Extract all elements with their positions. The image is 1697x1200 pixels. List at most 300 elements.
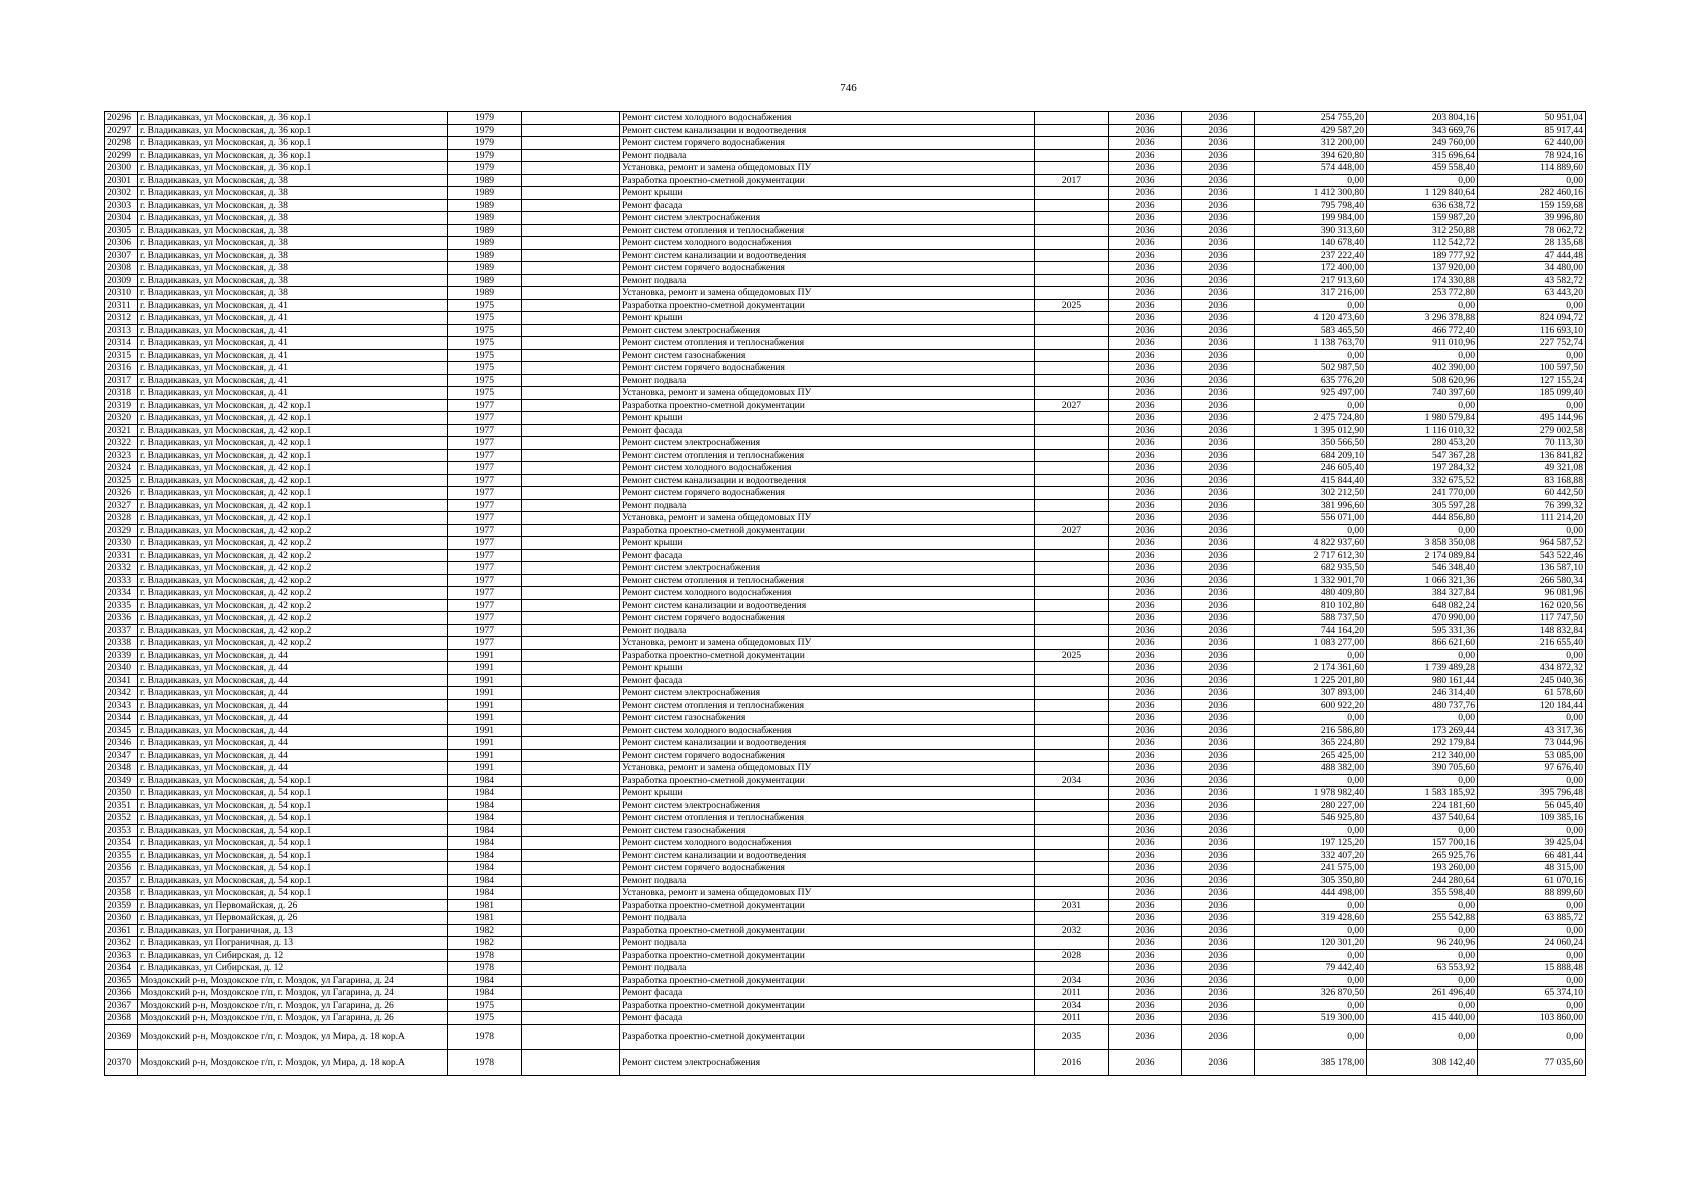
empty-cell — [522, 1024, 620, 1050]
address-cell: г. Владикавказ, ул Московская, д. 42 кор.1 — [138, 437, 448, 450]
table-row — [105, 612, 1586, 625]
start-year-cell: 2036 — [1109, 587, 1182, 600]
owner-cost-cell: 148 832,84 — [1478, 624, 1586, 637]
empty-cell — [522, 687, 620, 700]
empty-cell — [522, 549, 620, 562]
address-cell: Моздокский р-н, Моздокское г/п, г. Моздок, ул Гагарина, д. 24 — [138, 974, 448, 987]
build-year-cell: 1991 — [448, 699, 522, 712]
row-number-cell: 20323 — [105, 449, 138, 462]
work-type-cell: Ремонт крыши — [620, 662, 1035, 675]
build-year-cell: 1989 — [448, 274, 522, 287]
fund-cost-cell: 1 116 010,32 — [1367, 424, 1478, 437]
build-year-cell: 1977 — [448, 424, 522, 437]
total-cost-cell: 546 925,80 — [1255, 812, 1367, 825]
design-year-cell — [1035, 362, 1109, 375]
owner-cost-cell: 60 442,50 — [1478, 487, 1586, 500]
build-year-cell: 1982 — [448, 937, 522, 950]
design-year-cell — [1035, 787, 1109, 800]
empty-cell — [522, 537, 620, 550]
total-cost-cell: 600 922,20 — [1255, 699, 1367, 712]
end-year-cell: 2036 — [1182, 362, 1255, 375]
design-year-cell — [1035, 699, 1109, 712]
work-type-cell: Ремонт систем горячего водоснабжения — [620, 487, 1035, 500]
design-year-cell: 2031 — [1035, 899, 1109, 912]
address-cell: г. Владикавказ, ул Московская, д. 44 — [138, 712, 448, 725]
address-cell: г. Владикавказ, ул Московская, д. 54 кор.1 — [138, 837, 448, 850]
table-row — [105, 424, 1586, 437]
start-year-cell: 2036 — [1109, 362, 1182, 375]
owner-cost-cell: 117 747,50 — [1478, 612, 1586, 625]
address-cell: г. Владикавказ, ул Московская, д. 54 кор.1 — [138, 812, 448, 825]
address-cell: г. Владикавказ, ул Московская, д. 44 — [138, 737, 448, 750]
design-year-cell: 2034 — [1035, 974, 1109, 987]
design-year-cell — [1035, 249, 1109, 262]
start-year-cell: 2036 — [1109, 799, 1182, 812]
work-type-cell: Ремонт систем электроснабжения — [620, 799, 1035, 812]
fund-cost-cell: 157 700,16 — [1367, 837, 1478, 850]
address-cell: г. Владикавказ, ул Московская, д. 41 — [138, 299, 448, 312]
row-number-cell: 20318 — [105, 387, 138, 400]
work-type-cell: Ремонт систем холодного водоснабжения — [620, 724, 1035, 737]
start-year-cell: 2036 — [1109, 462, 1182, 475]
design-year-cell — [1035, 874, 1109, 887]
fund-cost-cell: 1 066 321,36 — [1367, 574, 1478, 587]
end-year-cell: 2036 — [1182, 924, 1255, 937]
fund-cost-cell: 312 250,88 — [1367, 224, 1478, 237]
fund-cost-cell: 459 558,40 — [1367, 162, 1478, 175]
total-cost-cell: 0,00 — [1255, 712, 1367, 725]
work-type-cell: Ремонт систем канализации и водоотведения — [620, 124, 1035, 137]
table-row — [105, 962, 1586, 975]
fund-cost-cell: 241 770,00 — [1367, 487, 1478, 500]
row-number-cell: 20307 — [105, 249, 138, 262]
owner-cost-cell: 66 481,44 — [1478, 849, 1586, 862]
build-year-cell: 1977 — [448, 637, 522, 650]
table-row — [105, 937, 1586, 950]
total-cost-cell: 1 395 012,90 — [1255, 424, 1367, 437]
row-number-cell: 20316 — [105, 362, 138, 375]
empty-cell — [522, 362, 620, 375]
start-year-cell: 2036 — [1109, 387, 1182, 400]
start-year-cell: 2036 — [1109, 824, 1182, 837]
end-year-cell: 2036 — [1182, 949, 1255, 962]
end-year-cell: 2036 — [1182, 212, 1255, 225]
total-cost-cell: 332 407,20 — [1255, 849, 1367, 862]
design-year-cell: 2016 — [1035, 1050, 1109, 1076]
owner-cost-cell: 34 480,00 — [1478, 262, 1586, 275]
start-year-cell: 2036 — [1109, 674, 1182, 687]
start-year-cell: 2036 — [1109, 249, 1182, 262]
owner-cost-cell: 0,00 — [1478, 949, 1586, 962]
row-number-cell: 20330 — [105, 537, 138, 550]
empty-cell — [522, 374, 620, 387]
fund-cost-cell: 197 284,32 — [1367, 462, 1478, 475]
build-year-cell: 1982 — [448, 924, 522, 937]
fund-cost-cell: 980 161,44 — [1367, 674, 1478, 687]
work-type-cell: Ремонт систем электроснабжения — [620, 687, 1035, 700]
fund-cost-cell: 0,00 — [1367, 174, 1478, 187]
work-type-cell: Установка, ремонт и замена общедомовых ПУ — [620, 387, 1035, 400]
row-number-cell: 20312 — [105, 312, 138, 325]
empty-cell — [522, 987, 620, 1000]
fund-cost-cell: 0,00 — [1367, 974, 1478, 987]
fund-cost-cell: 137 920,00 — [1367, 262, 1478, 275]
start-year-cell: 2036 — [1109, 412, 1182, 425]
design-year-cell — [1035, 574, 1109, 587]
table-row — [105, 137, 1586, 150]
work-type-cell: Разработка проектно-сметной документации — [620, 399, 1035, 412]
row-number-cell: 20315 — [105, 349, 138, 362]
table-row — [105, 187, 1586, 200]
end-year-cell: 2036 — [1182, 499, 1255, 512]
row-number-cell: 20355 — [105, 849, 138, 862]
total-cost-cell: 394 620,80 — [1255, 149, 1367, 162]
address-cell: г. Владикавказ, ул Московская, д. 44 — [138, 724, 448, 737]
empty-cell — [522, 949, 620, 962]
empty-cell — [522, 674, 620, 687]
work-type-cell: Установка, ремонт и замена общедомовых ПУ — [620, 287, 1035, 300]
empty-cell — [522, 299, 620, 312]
fund-cost-cell: 255 542,88 — [1367, 912, 1478, 925]
table-row — [105, 249, 1586, 262]
owner-cost-cell: 73 044,96 — [1478, 737, 1586, 750]
empty-cell — [522, 862, 620, 875]
table-row — [105, 862, 1586, 875]
build-year-cell: 1977 — [448, 562, 522, 575]
total-cost-cell: 216 586,80 — [1255, 724, 1367, 737]
design-year-cell: 2034 — [1035, 774, 1109, 787]
fund-cost-cell: 244 280,64 — [1367, 874, 1478, 887]
end-year-cell: 2036 — [1182, 837, 1255, 850]
build-year-cell: 1991 — [448, 724, 522, 737]
work-type-cell: Ремонт крыши — [620, 412, 1035, 425]
total-cost-cell: 365 224,80 — [1255, 737, 1367, 750]
build-year-cell: 1978 — [448, 1024, 522, 1050]
work-type-cell: Ремонт систем канализации и водоотведения — [620, 474, 1035, 487]
build-year-cell: 1991 — [448, 649, 522, 662]
owner-cost-cell: 78 062,72 — [1478, 224, 1586, 237]
total-cost-cell: 319 428,60 — [1255, 912, 1367, 925]
table-row — [105, 287, 1586, 300]
table-row — [105, 537, 1586, 550]
address-cell: г. Владикавказ, ул Пограничная, д. 13 — [138, 937, 448, 950]
work-type-cell: Ремонт систем холодного водоснабжения — [620, 462, 1035, 475]
address-cell: г. Владикавказ, ул Московская, д. 54 кор.1 — [138, 849, 448, 862]
table-row — [105, 399, 1586, 412]
empty-cell — [522, 212, 620, 225]
end-year-cell: 2036 — [1182, 662, 1255, 675]
row-number-cell: 20305 — [105, 224, 138, 237]
owner-cost-cell: 109 385,16 — [1478, 812, 1586, 825]
work-type-cell: Ремонт систем горячего водоснабжения — [620, 749, 1035, 762]
start-year-cell: 2036 — [1109, 574, 1182, 587]
table-row — [105, 499, 1586, 512]
design-year-cell — [1035, 499, 1109, 512]
row-number-cell: 20297 — [105, 124, 138, 137]
end-year-cell: 2036 — [1182, 974, 1255, 987]
owner-cost-cell: 127 155,24 — [1478, 374, 1586, 387]
fund-cost-cell: 249 760,00 — [1367, 137, 1478, 150]
empty-cell — [522, 1012, 620, 1025]
address-cell: г. Владикавказ, ул Московская, д. 38 — [138, 262, 448, 275]
owner-cost-cell: 216 655,40 — [1478, 637, 1586, 650]
table-row — [105, 762, 1586, 775]
design-year-cell — [1035, 624, 1109, 637]
work-type-cell: Ремонт систем электроснабжения — [620, 562, 1035, 575]
empty-cell — [522, 612, 620, 625]
owner-cost-cell: 77 035,60 — [1478, 1050, 1586, 1076]
design-year-cell — [1035, 549, 1109, 562]
end-year-cell: 2036 — [1182, 187, 1255, 200]
table-row — [105, 1024, 1586, 1050]
design-year-cell — [1035, 224, 1109, 237]
build-year-cell: 1984 — [448, 787, 522, 800]
row-number-cell: 20364 — [105, 962, 138, 975]
address-cell: г. Владикавказ, ул Московская, д. 36 кор.1 — [138, 137, 448, 150]
fund-cost-cell: 546 348,40 — [1367, 562, 1478, 575]
end-year-cell: 2036 — [1182, 687, 1255, 700]
table-row — [105, 924, 1586, 937]
design-year-cell — [1035, 687, 1109, 700]
owner-cost-cell: 56 045,40 — [1478, 799, 1586, 812]
row-number-cell: 20296 — [105, 112, 138, 125]
work-type-cell: Ремонт систем холодного водоснабжения — [620, 112, 1035, 125]
fund-cost-cell: 648 082,24 — [1367, 599, 1478, 612]
total-cost-cell: 795 798,40 — [1255, 199, 1367, 212]
row-number-cell: 20308 — [105, 262, 138, 275]
row-number-cell: 20333 — [105, 574, 138, 587]
row-number-cell: 20329 — [105, 524, 138, 537]
work-type-cell: Ремонт систем отопления и теплоснабжения — [620, 224, 1035, 237]
end-year-cell: 2036 — [1182, 774, 1255, 787]
row-number-cell: 20298 — [105, 137, 138, 150]
fund-cost-cell: 292 179,84 — [1367, 737, 1478, 750]
start-year-cell: 2036 — [1109, 524, 1182, 537]
fund-cost-cell: 193 260,00 — [1367, 862, 1478, 875]
start-year-cell: 2036 — [1109, 849, 1182, 862]
address-cell: г. Владикавказ, ул Московская, д. 44 — [138, 762, 448, 775]
owner-cost-cell: 0,00 — [1478, 524, 1586, 537]
build-year-cell: 1975 — [448, 299, 522, 312]
address-cell: г. Владикавказ, ул Московская, д. 42 кор.2 — [138, 599, 448, 612]
address-cell: г. Владикавказ, ул Московская, д. 42 кор.2 — [138, 637, 448, 650]
design-year-cell — [1035, 237, 1109, 250]
build-year-cell: 1975 — [448, 324, 522, 337]
row-number-cell: 20351 — [105, 799, 138, 812]
address-cell: г. Владикавказ, ул Московская, д. 41 — [138, 337, 448, 350]
table-row — [105, 574, 1586, 587]
table-row — [105, 362, 1586, 375]
address-cell: г. Владикавказ, ул Московская, д. 54 кор.1 — [138, 787, 448, 800]
end-year-cell: 2036 — [1182, 174, 1255, 187]
address-cell: г. Владикавказ, ул Московская, д. 38 — [138, 174, 448, 187]
fund-cost-cell: 402 390,00 — [1367, 362, 1478, 375]
design-year-cell — [1035, 824, 1109, 837]
fund-cost-cell: 384 327,84 — [1367, 587, 1478, 600]
start-year-cell: 2036 — [1109, 162, 1182, 175]
fund-cost-cell: 280 453,20 — [1367, 437, 1478, 450]
start-year-cell: 2036 — [1109, 262, 1182, 275]
address-cell: г. Владикавказ, ул Московская, д. 44 — [138, 649, 448, 662]
total-cost-cell: 0,00 — [1255, 774, 1367, 787]
build-year-cell: 1977 — [448, 487, 522, 500]
total-cost-cell: 0,00 — [1255, 999, 1367, 1012]
build-year-cell: 1977 — [448, 499, 522, 512]
address-cell: г. Владикавказ, ул Московская, д. 42 кор.2 — [138, 537, 448, 550]
work-type-cell: Установка, ремонт и замена общедомовых ПУ — [620, 887, 1035, 900]
owner-cost-cell: 266 580,34 — [1478, 574, 1586, 587]
owner-cost-cell: 97 676,40 — [1478, 762, 1586, 775]
table-row — [105, 124, 1586, 137]
row-number-cell: 20332 — [105, 562, 138, 575]
fund-cost-cell: 1 129 840,64 — [1367, 187, 1478, 200]
total-cost-cell: 0,00 — [1255, 974, 1367, 987]
start-year-cell: 2036 — [1109, 374, 1182, 387]
address-cell: г. Владикавказ, ул Московская, д. 42 кор.2 — [138, 524, 448, 537]
page-number: 746 — [840, 82, 857, 94]
owner-cost-cell: 0,00 — [1478, 924, 1586, 937]
design-year-cell — [1035, 349, 1109, 362]
build-year-cell: 1984 — [448, 974, 522, 987]
design-year-cell — [1035, 862, 1109, 875]
build-year-cell: 1984 — [448, 837, 522, 850]
row-number-cell: 20359 — [105, 899, 138, 912]
end-year-cell: 2036 — [1182, 549, 1255, 562]
total-cost-cell: 2 717 612,30 — [1255, 549, 1367, 562]
total-cost-cell: 519 300,00 — [1255, 1012, 1367, 1025]
empty-cell — [522, 474, 620, 487]
build-year-cell: 1977 — [448, 537, 522, 550]
work-type-cell: Разработка проектно-сметной документации — [620, 899, 1035, 912]
build-year-cell: 1977 — [448, 524, 522, 537]
empty-cell — [522, 412, 620, 425]
fund-cost-cell: 470 990,00 — [1367, 612, 1478, 625]
end-year-cell: 2036 — [1182, 149, 1255, 162]
work-type-cell: Ремонт систем газоснабжения — [620, 349, 1035, 362]
total-cost-cell: 415 844,40 — [1255, 474, 1367, 487]
fund-cost-cell: 547 367,28 — [1367, 449, 1478, 462]
address-cell: г. Владикавказ, ул Московская, д. 38 — [138, 274, 448, 287]
row-number-cell: 20369 — [105, 1024, 138, 1050]
work-type-cell: Ремонт подвала — [620, 624, 1035, 637]
empty-cell — [522, 324, 620, 337]
row-number-cell: 20339 — [105, 649, 138, 662]
end-year-cell: 2036 — [1182, 787, 1255, 800]
row-number-cell: 20311 — [105, 299, 138, 312]
work-type-cell: Ремонт систем горячего водоснабжения — [620, 362, 1035, 375]
work-type-cell: Установка, ремонт и замена общедомовых ПУ — [620, 512, 1035, 525]
table-row — [105, 849, 1586, 862]
address-cell: г. Владикавказ, ул Московская, д. 36 кор.1 — [138, 162, 448, 175]
empty-cell — [522, 249, 620, 262]
owner-cost-cell: 39 996,80 — [1478, 212, 1586, 225]
start-year-cell: 2036 — [1109, 612, 1182, 625]
table-row — [105, 899, 1586, 912]
total-cost-cell: 254 755,20 — [1255, 112, 1367, 125]
end-year-cell: 2036 — [1182, 312, 1255, 325]
design-year-cell — [1035, 274, 1109, 287]
work-type-cell: Ремонт фасада — [620, 424, 1035, 437]
table-row — [105, 512, 1586, 525]
row-number-cell: 20314 — [105, 337, 138, 350]
owner-cost-cell: 70 113,30 — [1478, 437, 1586, 450]
end-year-cell: 2036 — [1182, 387, 1255, 400]
total-cost-cell: 307 893,00 — [1255, 687, 1367, 700]
fund-cost-cell: 0,00 — [1367, 924, 1478, 937]
empty-cell — [522, 449, 620, 462]
owner-cost-cell: 88 899,60 — [1478, 887, 1586, 900]
owner-cost-cell: 116 693,10 — [1478, 324, 1586, 337]
empty-cell — [522, 499, 620, 512]
build-year-cell: 1989 — [448, 199, 522, 212]
total-cost-cell: 237 222,40 — [1255, 249, 1367, 262]
work-type-cell: Разработка проектно-сметной документации — [620, 524, 1035, 537]
total-cost-cell: 588 737,50 — [1255, 612, 1367, 625]
start-year-cell: 2036 — [1109, 899, 1182, 912]
end-year-cell: 2036 — [1182, 524, 1255, 537]
total-cost-cell: 583 465,50 — [1255, 324, 1367, 337]
build-year-cell: 1991 — [448, 737, 522, 750]
work-type-cell: Ремонт систем горячего водоснабжения — [620, 262, 1035, 275]
build-year-cell: 1975 — [448, 362, 522, 375]
total-cost-cell: 0,00 — [1255, 174, 1367, 187]
total-cost-cell: 79 442,40 — [1255, 962, 1367, 975]
empty-cell — [522, 562, 620, 575]
empty-cell — [522, 937, 620, 950]
owner-cost-cell: 63 885,72 — [1478, 912, 1586, 925]
design-year-cell — [1035, 149, 1109, 162]
row-number-cell: 20327 — [105, 499, 138, 512]
end-year-cell: 2036 — [1182, 374, 1255, 387]
total-cost-cell: 317 216,00 — [1255, 287, 1367, 300]
work-type-cell: Ремонт систем холодного водоснабжения — [620, 587, 1035, 600]
design-year-cell — [1035, 799, 1109, 812]
row-number-cell: 20357 — [105, 874, 138, 887]
owner-cost-cell: 0,00 — [1478, 999, 1586, 1012]
empty-cell — [522, 287, 620, 300]
work-type-cell: Ремонт систем горячего водоснабжения — [620, 137, 1035, 150]
start-year-cell: 2036 — [1109, 887, 1182, 900]
empty-cell — [522, 199, 620, 212]
start-year-cell: 2036 — [1109, 149, 1182, 162]
owner-cost-cell: 65 374,10 — [1478, 987, 1586, 1000]
row-number-cell: 20320 — [105, 412, 138, 425]
start-year-cell: 2036 — [1109, 174, 1182, 187]
design-year-cell — [1035, 474, 1109, 487]
address-cell: г. Владикавказ, ул Московская, д. 38 — [138, 249, 448, 262]
row-number-cell: 20361 — [105, 924, 138, 937]
total-cost-cell: 0,00 — [1255, 524, 1367, 537]
row-number-cell: 20367 — [105, 999, 138, 1012]
owner-cost-cell: 78 924,16 — [1478, 149, 1586, 162]
table-row — [105, 887, 1586, 900]
owner-cost-cell: 83 168,88 — [1478, 474, 1586, 487]
owner-cost-cell: 50 951,04 — [1478, 112, 1586, 125]
design-year-cell — [1035, 837, 1109, 850]
table-row — [105, 337, 1586, 350]
row-number-cell: 20331 — [105, 549, 138, 562]
start-year-cell: 2036 — [1109, 312, 1182, 325]
empty-cell — [522, 724, 620, 737]
total-cost-cell: 1 138 763,70 — [1255, 337, 1367, 350]
build-year-cell: 1991 — [448, 674, 522, 687]
end-year-cell: 2036 — [1182, 912, 1255, 925]
address-cell: г. Владикавказ, ул Московская, д. 42 кор.2 — [138, 562, 448, 575]
end-year-cell: 2036 — [1182, 1024, 1255, 1050]
row-number-cell: 20356 — [105, 862, 138, 875]
end-year-cell: 2036 — [1182, 699, 1255, 712]
build-year-cell: 1977 — [448, 399, 522, 412]
